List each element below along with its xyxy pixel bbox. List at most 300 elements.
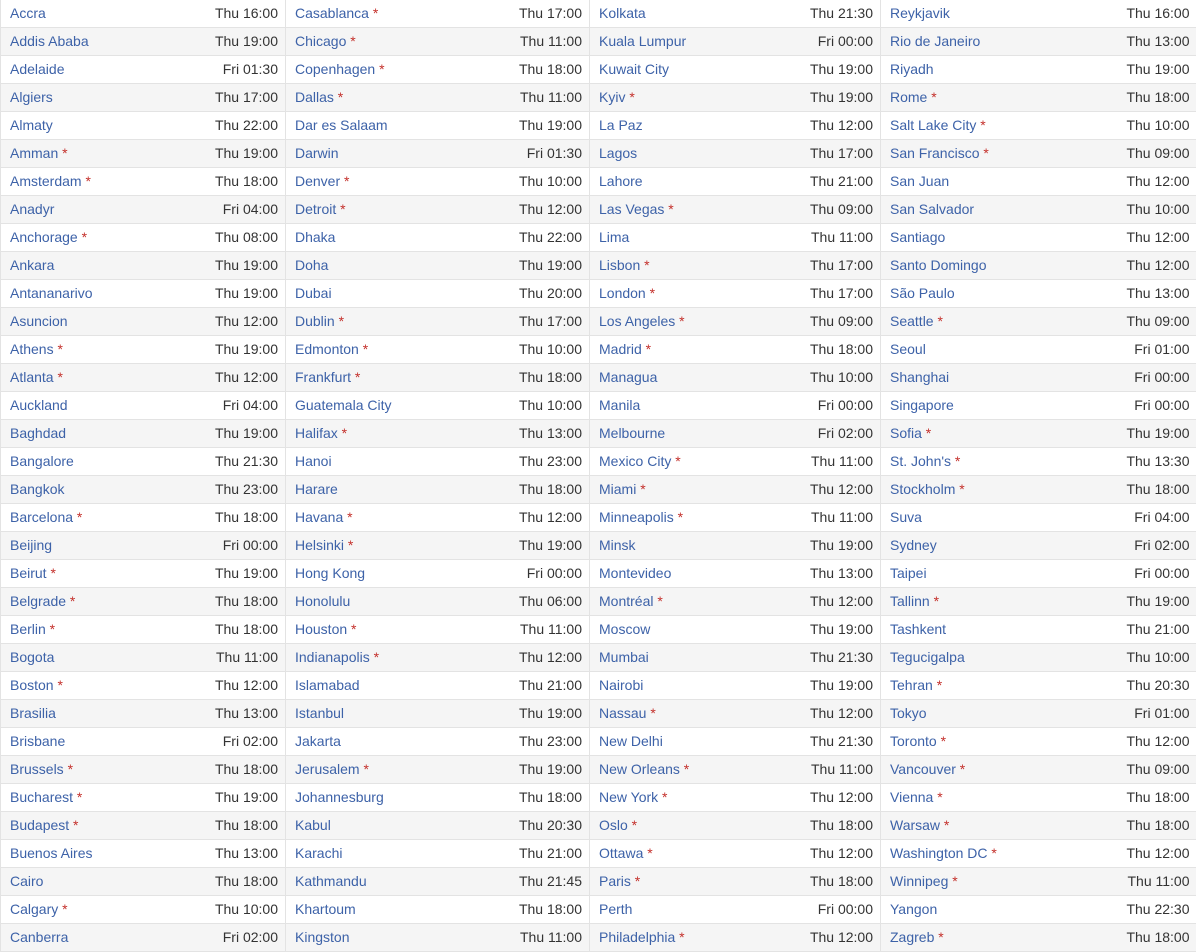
city-link[interactable]: Lagos (599, 145, 637, 161)
city-link[interactable]: Honolulu (295, 593, 350, 609)
city-link[interactable]: Guatemala City (295, 397, 391, 413)
city-link[interactable]: Bangalore (10, 453, 74, 469)
city-cell (286, 140, 435, 168)
city-link[interactable]: Darwin (295, 145, 339, 161)
city-link[interactable]: Detroit (295, 201, 336, 217)
city-link[interactable]: Doha (295, 257, 328, 273)
time-cell (1030, 896, 1196, 924)
city-link[interactable]: New Orleans (599, 761, 680, 777)
city-link[interactable]: Melbourne (599, 425, 665, 441)
time-cell (739, 252, 881, 280)
city-link[interactable]: Lisbon (599, 257, 640, 273)
city-link[interactable]: Brussels (10, 761, 64, 777)
table-row (1, 476, 1196, 504)
city-cell (881, 112, 1030, 140)
dst-marker: * (360, 761, 369, 777)
city-link[interactable]: Dublin (295, 313, 335, 329)
city-link[interactable]: Buenos Aires (10, 845, 93, 861)
city-link[interactable]: Boston (10, 677, 54, 693)
time-cell (435, 560, 590, 588)
city-link[interactable]: Seattle (890, 313, 934, 329)
city-link[interactable]: Lima (599, 229, 629, 245)
city-link[interactable]: Santo Domingo (890, 257, 987, 273)
time-cell (435, 504, 590, 532)
city-link[interactable]: Frankfurt (295, 369, 351, 385)
city-link[interactable]: Seoul (890, 341, 926, 357)
dst-marker: * (680, 761, 689, 777)
time-cell (1030, 700, 1196, 728)
city-link[interactable]: Dhaka (295, 229, 335, 245)
local-time: Thu 18:00 (810, 341, 873, 357)
city-link[interactable]: Sofia (890, 425, 922, 441)
dst-marker: * (370, 649, 379, 665)
local-time: Thu 18:00 (215, 621, 278, 637)
city-link[interactable]: Ankara (10, 257, 54, 273)
time-cell (146, 812, 286, 840)
city-link[interactable]: Tehran (890, 677, 933, 693)
city-link[interactable]: Winnipeg (890, 873, 948, 889)
city-cell (1, 644, 146, 672)
time-cell (739, 924, 881, 952)
dst-marker: * (988, 845, 997, 861)
time-cell (1030, 168, 1196, 196)
table-row (1, 868, 1196, 896)
table-row (1, 728, 1196, 756)
city-link[interactable]: Chicago (295, 33, 346, 49)
city-link[interactable]: Kyiv (599, 89, 625, 105)
city-cell (590, 588, 739, 616)
city-cell (1, 560, 146, 588)
local-time: Thu 19:00 (215, 33, 278, 49)
city-cell (881, 756, 1030, 784)
city-link[interactable]: Tegucigalpa (890, 649, 965, 665)
city-link[interactable]: Jerusalem (295, 761, 360, 777)
local-time: Thu 12:00 (215, 677, 278, 693)
time-cell (435, 448, 590, 476)
table-row (1, 504, 1196, 532)
city-link[interactable]: Tallinn (890, 593, 930, 609)
city-link[interactable]: San Salvador (890, 201, 974, 217)
city-cell (881, 420, 1030, 448)
city-link[interactable]: Anchorage (10, 229, 78, 245)
time-cell (739, 392, 881, 420)
city-link[interactable]: Vienna (890, 789, 933, 805)
local-time: Fri 01:30 (223, 61, 278, 77)
city-link[interactable]: Ottawa (599, 845, 643, 861)
dst-marker: * (628, 817, 637, 833)
local-time: Fri 01:00 (1134, 341, 1189, 357)
time-cell (739, 644, 881, 672)
time-cell (146, 448, 286, 476)
table-row (1, 756, 1196, 784)
city-link[interactable]: Yangon (890, 901, 937, 917)
time-cell (739, 588, 881, 616)
time-cell (146, 532, 286, 560)
city-link[interactable]: Reykjavik (890, 5, 950, 21)
city-cell (881, 896, 1030, 924)
city-cell (590, 924, 739, 952)
local-time: Thu 12:00 (810, 845, 873, 861)
local-time: Thu 19:00 (519, 257, 582, 273)
time-cell (435, 924, 590, 952)
city-link[interactable]: Manila (599, 397, 640, 413)
city-link[interactable]: Zagreb (890, 929, 934, 945)
city-cell (590, 476, 739, 504)
time-cell (1030, 532, 1196, 560)
city-link[interactable]: Washington DC (890, 845, 988, 861)
time-cell (739, 280, 881, 308)
city-link[interactable]: Jakarta (295, 733, 341, 749)
time-cell (739, 420, 881, 448)
city-link[interactable]: Tokyo (890, 705, 927, 721)
city-link[interactable]: Edmonton (295, 341, 359, 357)
city-link[interactable]: Montevideo (599, 565, 671, 581)
city-link[interactable]: Khartoum (295, 901, 356, 917)
city-link[interactable]: Bucharest (10, 789, 73, 805)
city-link[interactable]: Oslo (599, 817, 628, 833)
city-link[interactable]: San Francisco (890, 145, 979, 161)
dst-marker: * (675, 313, 684, 329)
city-cell (881, 504, 1030, 532)
city-cell (881, 532, 1030, 560)
local-time: Thu 11:00 (1127, 873, 1189, 889)
city-link[interactable]: San Juan (890, 173, 949, 189)
city-cell (1, 728, 146, 756)
dst-marker: * (934, 929, 943, 945)
city-cell (881, 224, 1030, 252)
city-link[interactable]: Kabul (295, 817, 331, 833)
city-link[interactable]: Kuala Lumpur (599, 33, 686, 49)
local-time: Thu 19:00 (215, 341, 278, 357)
city-link[interactable]: Nairobi (599, 677, 643, 693)
city-link[interactable]: Brisbane (10, 733, 65, 749)
city-cell (1, 280, 146, 308)
local-time: Fri 02:00 (818, 425, 873, 441)
city-link[interactable]: Kathmandu (295, 873, 367, 889)
city-link[interactable]: Helsinki (295, 537, 344, 553)
local-time: Thu 19:00 (1126, 593, 1189, 609)
dst-marker: * (955, 481, 964, 497)
city-cell (286, 196, 435, 224)
city-link[interactable]: Amsterdam (10, 173, 82, 189)
city-link[interactable]: Dallas (295, 89, 334, 105)
time-cell (146, 644, 286, 672)
local-time: Thu 17:00 (519, 313, 582, 329)
city-link[interactable]: Riyadh (890, 61, 934, 77)
time-cell (435, 756, 590, 784)
local-time: Thu 18:00 (215, 173, 278, 189)
city-cell (590, 112, 739, 140)
city-link[interactable]: Warsaw (890, 817, 940, 833)
city-cell (1, 336, 146, 364)
city-cell (286, 224, 435, 252)
local-time: Thu 18:00 (1126, 481, 1189, 497)
city-link[interactable]: Toronto (890, 733, 937, 749)
dst-marker: * (658, 789, 667, 805)
time-cell (435, 336, 590, 364)
city-link[interactable]: Stockholm (890, 481, 955, 497)
city-cell (881, 196, 1030, 224)
dst-marker: * (343, 509, 352, 525)
city-link[interactable]: Montréal (599, 593, 653, 609)
city-link[interactable]: London (599, 285, 646, 301)
local-time: Thu 19:00 (810, 621, 873, 637)
city-cell (590, 28, 739, 56)
dst-marker: * (664, 201, 673, 217)
city-link[interactable]: Paris (599, 873, 631, 889)
city-cell (590, 644, 739, 672)
city-cell (1, 616, 146, 644)
time-cell (435, 280, 590, 308)
city-link[interactable]: Auckland (10, 397, 68, 413)
city-link[interactable]: Kolkata (599, 5, 646, 21)
city-cell (1, 420, 146, 448)
city-link[interactable]: Indianapolis (295, 649, 370, 665)
city-link[interactable]: Tashkent (890, 621, 946, 637)
city-cell (881, 924, 1030, 952)
city-link[interactable]: Addis Ababa (10, 33, 89, 49)
city-link[interactable]: Shanghai (890, 369, 949, 385)
city-cell (881, 784, 1030, 812)
city-link[interactable]: Barcelona (10, 509, 73, 525)
time-cell (435, 868, 590, 896)
city-link[interactable]: Suva (890, 509, 922, 525)
city-link[interactable]: Mexico City (599, 453, 671, 469)
city-link[interactable]: Athens (10, 341, 54, 357)
city-cell (286, 700, 435, 728)
city-link[interactable]: Bogota (10, 649, 54, 665)
city-link[interactable]: Brasilia (10, 705, 56, 721)
local-time: Thu 10:00 (1126, 649, 1189, 665)
city-link[interactable]: Philadelphia (599, 929, 675, 945)
city-link[interactable]: Rome (890, 89, 927, 105)
time-cell (435, 728, 590, 756)
time-cell (739, 616, 881, 644)
city-link[interactable]: Denver (295, 173, 340, 189)
local-time: Thu 19:00 (215, 425, 278, 441)
dst-marker: * (934, 313, 943, 329)
local-time: Thu 17:00 (215, 89, 278, 105)
time-cell (146, 112, 286, 140)
city-link[interactable]: La Paz (599, 117, 643, 133)
dst-marker: * (640, 257, 649, 273)
dst-marker: * (933, 789, 942, 805)
table-row (1, 196, 1196, 224)
city-link[interactable]: Vancouver (890, 761, 956, 777)
dst-marker: * (979, 145, 988, 161)
city-link[interactable]: New Delhi (599, 733, 663, 749)
local-time: Thu 12:00 (810, 117, 873, 133)
city-link[interactable]: St. John's (890, 453, 951, 469)
local-time: Thu 13:00 (1126, 33, 1189, 49)
city-cell (286, 336, 435, 364)
city-link[interactable]: Casablanca (295, 5, 369, 21)
city-link[interactable]: Algiers (10, 89, 53, 105)
city-link[interactable]: Belgrade (10, 593, 66, 609)
city-link[interactable]: Salt Lake City (890, 117, 976, 133)
time-cell (146, 140, 286, 168)
local-time: Thu 19:00 (215, 789, 278, 805)
dst-marker: * (54, 369, 63, 385)
table-row (1, 672, 1196, 700)
city-link[interactable]: Miami (599, 481, 636, 497)
city-link[interactable]: Perth (599, 901, 632, 917)
city-link[interactable]: Hong Kong (295, 565, 365, 581)
time-cell (739, 112, 881, 140)
local-time: Fri 02:00 (1134, 537, 1189, 553)
city-cell (1, 308, 146, 336)
time-cell (1030, 0, 1196, 28)
local-time: Thu 17:00 (519, 5, 582, 21)
time-cell (146, 728, 286, 756)
city-link[interactable]: Asuncion (10, 313, 68, 329)
city-link[interactable]: Antananarivo (10, 285, 93, 301)
city-link[interactable]: Calgary (10, 901, 58, 917)
time-cell (739, 308, 881, 336)
local-time: Fri 00:00 (818, 397, 873, 413)
city-link[interactable]: Baghdad (10, 425, 66, 441)
local-time: Thu 19:00 (810, 537, 873, 553)
city-link[interactable]: Adelaide (10, 61, 65, 77)
time-cell (1030, 840, 1196, 868)
city-link[interactable]: Minneapolis (599, 509, 674, 525)
time-cell (146, 392, 286, 420)
local-time: Thu 18:00 (519, 369, 582, 385)
city-link[interactable]: Johannesburg (295, 789, 384, 805)
time-cell (1030, 476, 1196, 504)
city-cell (286, 588, 435, 616)
city-link[interactable]: Beirut (10, 565, 47, 581)
city-link[interactable]: Houston (295, 621, 347, 637)
dst-marker: * (653, 593, 662, 609)
city-link[interactable]: Dubai (295, 285, 332, 301)
dst-marker: * (334, 89, 343, 105)
city-link[interactable]: Beijing (10, 537, 52, 553)
city-link[interactable]: Karachi (295, 845, 342, 861)
local-time: Thu 16:00 (1126, 5, 1189, 21)
city-link[interactable]: Minsk (599, 537, 636, 553)
local-time: Thu 11:00 (520, 89, 582, 105)
table-row (1, 84, 1196, 112)
city-cell (590, 672, 739, 700)
city-link[interactable]: Accra (10, 5, 46, 21)
city-link[interactable]: Copenhagen (295, 61, 375, 77)
city-link[interactable]: Budapest (10, 817, 69, 833)
local-time: Thu 16:00 (215, 5, 278, 21)
local-time: Thu 10:00 (1126, 117, 1189, 133)
local-time: Thu 18:00 (215, 761, 278, 777)
city-cell (881, 644, 1030, 672)
city-link[interactable]: Hanoi (295, 453, 332, 469)
local-time: Thu 21:00 (810, 173, 873, 189)
city-link[interactable]: Sydney (890, 537, 937, 553)
city-cell (1, 140, 146, 168)
time-cell (739, 140, 881, 168)
city-link[interactable]: Dar es Salaam (295, 117, 388, 133)
city-link[interactable]: Nassau (599, 705, 646, 721)
city-link[interactable]: Almaty (10, 117, 53, 133)
city-link[interactable]: Cairo (10, 873, 43, 889)
city-link[interactable]: Santiago (890, 229, 945, 245)
city-cell (590, 812, 739, 840)
city-cell (1, 924, 146, 952)
dst-marker: * (646, 705, 655, 721)
city-link[interactable]: Islamabad (295, 677, 360, 693)
time-cell (739, 868, 881, 896)
city-link[interactable]: Kuwait City (599, 61, 669, 77)
city-link[interactable]: Mumbai (599, 649, 649, 665)
city-link[interactable]: Anadyr (10, 201, 54, 217)
time-cell (1030, 616, 1196, 644)
time-cell (739, 28, 881, 56)
world-clock-rows (1, 0, 1196, 952)
city-link[interactable]: Berlin (10, 621, 46, 637)
time-cell (146, 504, 286, 532)
city-link[interactable]: Taipei (890, 565, 927, 581)
local-time: Thu 19:00 (519, 537, 582, 553)
city-link[interactable]: Atlanta (10, 369, 54, 385)
city-link[interactable]: Amman (10, 145, 58, 161)
city-link[interactable]: São Paulo (890, 285, 955, 301)
city-link[interactable]: Harare (295, 481, 338, 497)
city-cell (286, 728, 435, 756)
city-link[interactable]: Rio de Janeiro (890, 33, 980, 49)
city-link[interactable]: Los Angeles (599, 313, 675, 329)
city-link[interactable]: Halifax (295, 425, 338, 441)
city-link[interactable]: Kingston (295, 929, 349, 945)
dst-marker: * (54, 677, 63, 693)
local-time: Thu 22:00 (519, 229, 582, 245)
city-link[interactable]: Las Vegas (599, 201, 664, 217)
local-time: Thu 18:00 (215, 593, 278, 609)
city-cell (590, 532, 739, 560)
city-link[interactable]: Istanbul (295, 705, 344, 721)
time-cell (435, 812, 590, 840)
time-cell (435, 0, 590, 28)
local-time: Fri 02:00 (223, 929, 278, 945)
local-time: Thu 19:00 (810, 89, 873, 105)
time-cell (739, 672, 881, 700)
city-link[interactable]: Canberra (10, 929, 68, 945)
time-cell (435, 588, 590, 616)
time-cell (146, 476, 286, 504)
city-link[interactable]: Lahore (599, 173, 643, 189)
city-link[interactable]: Madrid (599, 341, 642, 357)
city-cell (1, 784, 146, 812)
city-link[interactable]: Managua (599, 369, 657, 385)
time-cell (1030, 28, 1196, 56)
local-time: Thu 10:00 (810, 369, 873, 385)
local-time: Thu 10:00 (215, 901, 278, 917)
city-link[interactable]: Havana (295, 509, 343, 525)
local-time: Thu 13:00 (519, 425, 582, 441)
local-time: Fri 04:00 (223, 397, 278, 413)
city-cell (590, 392, 739, 420)
city-cell (286, 252, 435, 280)
local-time: Thu 18:00 (1126, 89, 1189, 105)
table-row (1, 308, 1196, 336)
city-link[interactable]: Bangkok (10, 481, 64, 497)
city-link[interactable]: Singapore (890, 397, 954, 413)
city-link[interactable]: Moscow (599, 621, 650, 637)
local-time: Thu 23:00 (215, 481, 278, 497)
city-cell (1, 700, 146, 728)
time-cell (435, 84, 590, 112)
time-cell (146, 588, 286, 616)
city-link[interactable]: New York (599, 789, 658, 805)
city-cell (286, 840, 435, 868)
dst-marker: * (937, 733, 946, 749)
